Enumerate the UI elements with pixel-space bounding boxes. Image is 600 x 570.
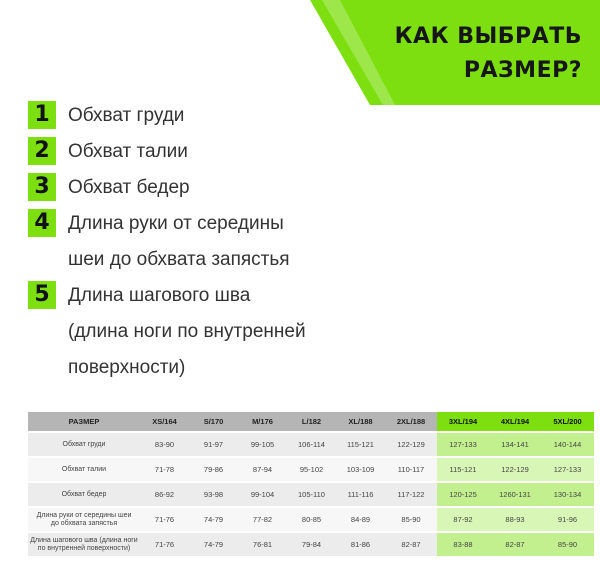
- criteria-number-badge: 3: [28, 173, 56, 201]
- table-cell: 111-116: [336, 482, 385, 507]
- criteria-line: Длина шагового шва: [68, 285, 251, 306]
- table-cell: 80-85: [287, 507, 336, 532]
- column-header: 2XL/188: [385, 412, 437, 432]
- measurement-criteria-list: [28, 98, 588, 386]
- title-line-2: РАЗМЕР?: [463, 58, 582, 83]
- table-cell: 130-134: [541, 482, 594, 507]
- table-cell: 134-141: [489, 432, 541, 457]
- row-label: [28, 457, 140, 482]
- table-cell: 84-89: [336, 507, 385, 532]
- row-label-line: Обхват талии: [61, 465, 107, 473]
- table-cell: 85-90: [541, 532, 594, 556]
- table-cell: 74-79: [189, 507, 238, 532]
- table-cell: 1260-131: [489, 482, 541, 507]
- column-header: РАЗМЕР: [28, 412, 140, 432]
- criteria-line: поверхности): [68, 357, 186, 378]
- criteria-item: [28, 206, 588, 278]
- criteria-line: Обхват груди: [68, 105, 185, 126]
- criteria-item: [28, 170, 588, 206]
- row-label-line: Обхват груди: [62, 440, 106, 448]
- table-cell: 99-104: [238, 482, 287, 507]
- table-cell: 127-133: [437, 432, 489, 457]
- criteria-item: [28, 134, 588, 170]
- table-cell: 91-97: [189, 432, 238, 457]
- criteria-number-badge: 1: [28, 101, 56, 129]
- table-cell: 74-79: [189, 532, 238, 556]
- row-label-line: Длина руки от середины шеи: [36, 511, 132, 519]
- table-cell: 99-105: [238, 432, 287, 457]
- table-cell: 122-129: [489, 457, 541, 482]
- criteria-text: [68, 170, 190, 206]
- row-label-line: по внутренней поверхности): [37, 544, 131, 552]
- criteria-text: [68, 98, 184, 134]
- table-cell: 83-88: [437, 532, 489, 556]
- table-cell: 87-92: [437, 507, 489, 532]
- table-cell: 77-82: [238, 507, 287, 532]
- criteria-item: [28, 278, 588, 386]
- row-label: [28, 432, 140, 457]
- table-cell: 120-125: [437, 482, 489, 507]
- table-row: [28, 457, 594, 482]
- criteria-line: (длина ноги по внутренней: [68, 321, 306, 342]
- row-label-line: Длина шагового шва (длина ноги: [30, 536, 138, 544]
- table-cell: 82-87: [385, 532, 437, 556]
- size-table: [28, 412, 594, 556]
- table-cell: 86-92: [140, 482, 189, 507]
- table-cell: 71-76: [140, 507, 189, 532]
- table-header-row: [28, 412, 594, 432]
- column-header: 5XL/200: [541, 412, 594, 432]
- table-cell: 83-90: [140, 432, 189, 457]
- table-cell: 103-109: [336, 457, 385, 482]
- criteria-line: Обхват бедер: [68, 177, 190, 198]
- table-cell: 106-114: [287, 432, 336, 457]
- criteria-number-badge: 5: [28, 281, 56, 309]
- table-cell: 76-81: [238, 532, 287, 556]
- column-header: XS/164: [140, 412, 189, 432]
- table-cell: 127-133: [541, 457, 594, 482]
- table-cell: 79-86: [189, 457, 238, 482]
- table-cell: 71-76: [140, 532, 189, 556]
- criteria-line: Обхват талии: [68, 141, 188, 162]
- criteria-number-badge: 2: [28, 137, 56, 165]
- table-cell: 105-110: [287, 482, 336, 507]
- column-header: XL/188: [336, 412, 385, 432]
- table-cell: 71-78: [140, 457, 189, 482]
- page-title: [395, 20, 582, 88]
- row-label-line: до обхвата запястья: [50, 519, 118, 527]
- size-table-container: [28, 412, 594, 556]
- column-header: L/182: [287, 412, 336, 432]
- table-cell: 85-90: [385, 507, 437, 532]
- column-header: S/170: [189, 412, 238, 432]
- row-label: [28, 482, 140, 507]
- table-cell: 115-121: [437, 457, 489, 482]
- criteria-item: [28, 98, 588, 134]
- table-cell: 115-121: [336, 432, 385, 457]
- table-cell: 95-102: [287, 457, 336, 482]
- criteria-number-badge: 4: [28, 209, 56, 237]
- table-cell: 91-96: [541, 507, 594, 532]
- criteria-text: [68, 134, 188, 170]
- column-header: 4XL/194: [489, 412, 541, 432]
- criteria-line: Длина руки от середины: [68, 213, 284, 234]
- table-cell: 82-87: [489, 532, 541, 556]
- table-row: [28, 507, 594, 532]
- criteria-line: шеи до обхвата запястья: [68, 249, 290, 270]
- table-row: [28, 482, 594, 507]
- table-cell: 117-122: [385, 482, 437, 507]
- header-banner: [0, 0, 600, 105]
- table-cell: 88-93: [489, 507, 541, 532]
- table-row: [28, 432, 594, 457]
- table-row: [28, 532, 594, 556]
- title-line-1: КАК ВЫБРАТЬ: [394, 24, 582, 49]
- table-body: [28, 432, 594, 556]
- row-label: [28, 532, 140, 556]
- criteria-text: [68, 278, 306, 386]
- table-cell: 79-84: [287, 532, 336, 556]
- table-cell: 87-94: [238, 457, 287, 482]
- table-cell: 93-98: [189, 482, 238, 507]
- table-cell: 122-129: [385, 432, 437, 457]
- row-label: [28, 507, 140, 532]
- row-label-line: Обхват бедер: [61, 490, 107, 498]
- column-header: 3XL/194: [437, 412, 489, 432]
- table-cell: 140-144: [541, 432, 594, 457]
- table-cell: 81-86: [336, 532, 385, 556]
- table-cell: 110-117: [385, 457, 437, 482]
- column-header: M/176: [238, 412, 287, 432]
- criteria-text: [68, 206, 290, 278]
